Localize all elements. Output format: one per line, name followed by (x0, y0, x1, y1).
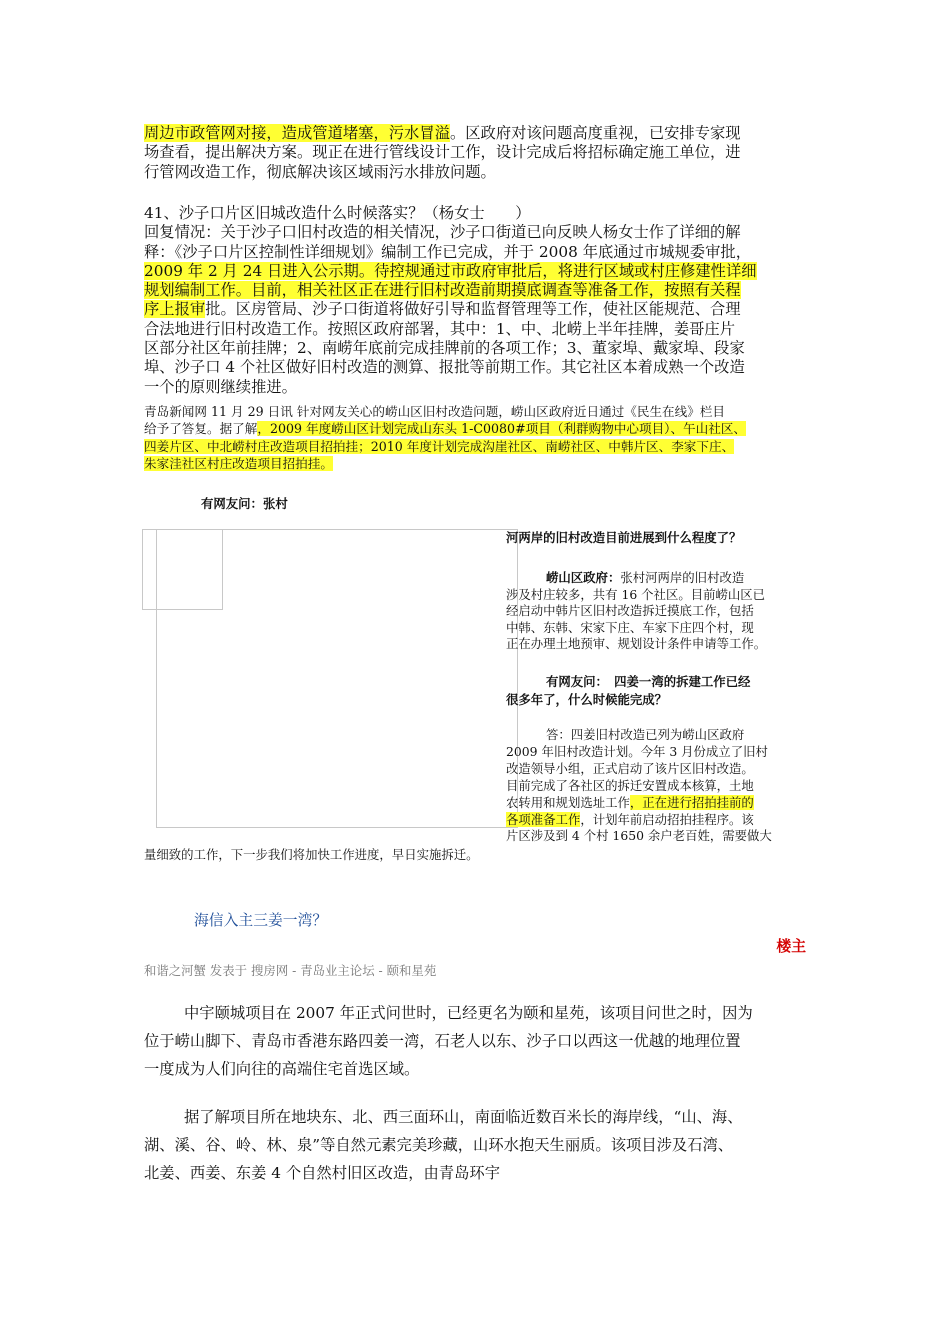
text-line (506, 812, 772, 829)
text-line: 目前完成了各社区的拆迁安置成本核算，土地 (506, 777, 754, 793)
text-line: 改造领导小组，正式启动了该片区旧村改造。 (506, 760, 754, 776)
text-line (144, 281, 757, 300)
highlighted-text: ，2009 年度崂山区计划完成山东头 1-C0080#项目（利群购物中心项目）、午山社区、 (257, 421, 747, 437)
text-line: 正在办理土地预审、规划设计条件申请等工作。 (506, 636, 767, 652)
text-line (144, 300, 757, 319)
answer-2-tail: 量细致的工作，下一步我们将加快工作进度，早日实施拆迁。 (144, 847, 479, 862)
question-41-section (144, 204, 757, 397)
news-excerpt (144, 403, 746, 472)
paragraph-drainage (144, 124, 741, 182)
text-line: 合法地进行旧村改造工作。按照区政府部署，其中：1、中、北崂上半年挂牌，姜哥庄片 (144, 319, 736, 338)
text-line: 片区涉及到 4 个村 1650 余户老百姓，需要做大 (506, 828, 772, 844)
text-line (144, 1000, 753, 1028)
text-span: 给予了答复。据了解 (144, 421, 258, 437)
highlighted-text: 各项准备工作 (506, 811, 581, 827)
highlighted-text: 序上报审 (144, 300, 206, 319)
highlighted-text: ，正在进行招拍挂前的 (629, 794, 754, 810)
text-span: 张村河两岸的旧村改造 (620, 570, 745, 585)
op-badge: 楼主 (776, 938, 806, 955)
text-line: 场查看，提出解决方案。现正在进行管线设计工作，设计完成后将招标确定施工单位，进 (144, 143, 741, 162)
text-span: 答：四姜旧村改造已列为崂山区政府 (546, 727, 745, 742)
netizen-question-1-continued: 河两岸的旧村改造目前进展到什么程度了？ (506, 530, 742, 545)
highlighted-text: 规划编制工作。目前，相关社区正在进行旧村改造前期摸底调查等准备工作，按照有关程 (144, 281, 741, 300)
text-line (506, 727, 772, 744)
text-span: 批。区房管局、沙子口街道将做好引导和监督管理等工作，使社区能规范、合理 (205, 300, 741, 319)
highlighted-text: 2009 年 2 月 24 日进入公示期。待控规通过市政府审批后，将进行区域或村庄修建性详细 (144, 261, 757, 280)
text-line (506, 570, 766, 587)
text-line (144, 124, 741, 143)
text-line (144, 262, 757, 281)
text-line: 行管网改造工作，彻底解决该区域雨污水排放问题。 (144, 162, 496, 181)
text-span: ，计划年前启动招拍挂程序。该 (580, 811, 754, 827)
text-line: 一度成为人们向往的高端住宅首选区域。 (144, 1059, 420, 1078)
text-line: 北姜、西姜、东姜 4 个自然村旧区改造，由青岛环宇 (144, 1163, 500, 1182)
text-line (144, 420, 746, 437)
text-line: 经启动中韩片区旧村改造拆迁摸底工作，包括 (506, 603, 754, 619)
post-paragraph-2 (144, 1104, 743, 1187)
text-line (506, 673, 750, 691)
highlighted-text: 朱家洼社区村庄改造项目招拍挂。 (144, 455, 333, 471)
text-line: 一个的原则继续推进。 (144, 377, 297, 396)
text-line: 回复情况：关于沙子口旧村改造的相关情况，沙子口街道已向反映人杨女士作了详细的解 (144, 223, 741, 242)
text-line: 很多年了，什么时候能完成？ (506, 692, 668, 707)
reply-label: 崂山区政府： (546, 570, 621, 585)
text-span: 。区政府对该问题高度重视，已安排专家现 (449, 124, 741, 142)
text-span: 据了解项目所在地块东、北、西三面环山，南面临近数百米长的海岸线，“山、海、 (184, 1108, 743, 1126)
government-reply (506, 570, 766, 653)
text-line (144, 1104, 743, 1132)
netizen-question-2 (506, 673, 750, 709)
text-line (506, 795, 772, 812)
text-line: 释：《沙子口片区控制性详细规划》编制工作已完成，并于 2008 年底通过市城规委审批， (144, 242, 751, 261)
text-line (144, 438, 746, 455)
text-line: 位于崂山脚下、青岛市香港东路四姜一湾，石老人以东、沙子口以西这一优越的地理位置 (144, 1031, 741, 1050)
text-line: 涉及村庄较多，共有 16 个社区。目前崂山区已 (506, 586, 766, 602)
text-line (144, 455, 746, 472)
netizen-question-1: 有网友问：张村 (201, 496, 288, 511)
highlighted-text: 四姜片区、中北崂村庄改造项目招拍挂；2010 年度计划完成沟崖社区、南崂社区、中韩片区、李家下庄、 (144, 438, 735, 454)
post-meta: 和谐之河蟹 发表于 搜房网 - 青岛业主论坛 - 颐和星苑 (144, 963, 437, 978)
image-placeholder-large (156, 529, 518, 828)
text-span: 有网友问： 四姜一湾的拆建工作已经 (546, 674, 751, 689)
text-span: 农转用和规划选址工作 (506, 794, 630, 810)
post-paragraph-1 (144, 1000, 753, 1083)
text-line: 青岛新闻网 11 月 29 日讯 针对网友关心的崂山区旧村改造问题，崂山区政府近日通过《民生在线》栏目 (144, 404, 726, 419)
answer-2 (506, 727, 772, 845)
post-title[interactable]: 海信入主三姜一湾？ (194, 912, 328, 929)
text-span: 中宇颐城项目在 2007 年正式问世时，已经更名为颐和星苑，该项目问世之时，因为 (184, 1004, 753, 1022)
highlighted-text: 周边市政管网对接，造成管道堵塞，污水冒溢 (144, 124, 450, 142)
text-line: 区部分社区年前挂牌；2、南崂年底前完成挂牌前的各项工作；3、董家埠、戴家埠、段家 (144, 339, 745, 358)
text-line: 2009 年旧村改造计划。今年 3 月份成立了旧村 (506, 743, 768, 759)
text-line: 埠、沙子口 4 个社区做好旧村改造的测算、报批等前期工作。其它社区本着成熟一个改造 (144, 358, 745, 377)
text-line: 湖、溪、谷、岭、林、泉”等自然元素完美珍藏，山环水抱天生丽质。该项目涉及石湾、 (144, 1135, 734, 1154)
text-line: 中韩、东韩、宋家下庄、车家下庄四个村，现 (506, 619, 754, 635)
question-title: 41、沙子口片区旧城改造什么时候落实？（杨女士 ） (144, 204, 531, 222)
